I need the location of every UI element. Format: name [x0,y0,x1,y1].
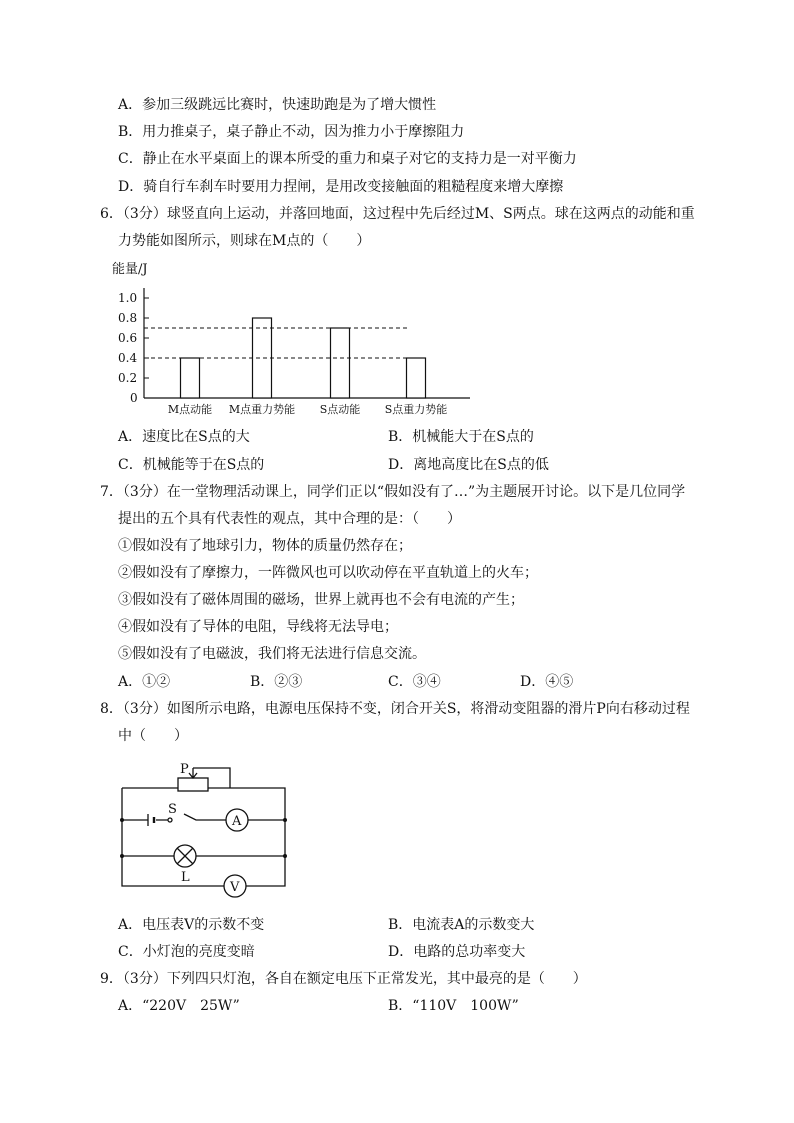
slider-label: P [180,762,189,777]
q8-option-d: D．电路的总功率变大 [388,944,526,960]
q7-stem-line2: 提出的五个具有代表性的观点，其中合理的是：（ ） [118,511,461,527]
q7-option-d: D．④⑤ [520,674,574,690]
bar [253,318,272,398]
bar [407,358,426,398]
y-tick-label: 1.0 [118,291,138,305]
y-tick-label: 0.8 [118,311,138,325]
junction-dot [283,818,287,822]
y-tick-label: 0.6 [118,331,138,345]
q7-statement-1: ①假如没有了地球引力，物体的质量仍然存在； [118,538,412,554]
junction-dot [283,854,287,858]
bar [181,358,200,398]
q7-statement-5: ⑤假如没有了电磁波，我们将无法进行信息交流。 [118,646,426,662]
q7-stem-line1: 7．（3分）在一堂物理活动课上，同学们正以“假如没有了…”为主题展开讨论。以下是几位同学 [100,484,686,500]
x-category-label: S点重力势能 [384,403,448,416]
q7-statement-2: ②假如没有了摩擦力，一阵微风也可以吹动停在平直轨道上的火车； [118,565,538,581]
energy-bar-chart [110,258,480,420]
switch-label: S [168,802,177,817]
q6-option-d: D．离地高度比在S点的低 [388,457,549,473]
q9-stem: 9．（3分）下列四只灯泡，各自在额定电压下正常发光，其中最亮的是（ ） [100,971,587,987]
origin-label: 0 [130,391,138,405]
circuit-outer-wires [122,788,285,886]
x-category-label: S点动能 [319,403,361,416]
q5-option-c: C．静止在水平桌面上的课本所受的重力和桌子对它的支持力是一对平衡力 [118,151,577,167]
q5-option-a: A．参加三级跳远比赛时，快速助跑是为了增大惯性 [118,97,437,113]
q5-option-d: D．骑自行车刹车时要用力捏闸，是用改变接触面的粗糙程度来增大摩擦 [118,179,564,195]
q8-stem-line1: 8．（3分）如图所示电路，电源电压保持不变，闭合开关S，将滑动变阻器的滑片P向右移动过程 [100,701,690,717]
q6-option-c: C．机械能等于在S点的 [118,457,265,473]
q8-option-c: C．小灯泡的亮度变暗 [118,944,255,960]
q7-option-a: A．①② [118,674,171,690]
q7-option-c: C．③④ [388,674,441,690]
ammeter-label: A [232,814,242,829]
q9-option-a: A．“220V 25W” [118,998,240,1014]
y-axis-label: 能量/J [112,262,148,277]
y-tick-label: 0.2 [118,371,138,385]
q6-option-b: B．机械能大于在S点的 [388,429,534,445]
q6-stem-line1: 6．（3分）球竖直向上运动，并落回地面，这过程中先后经过M、S两点。球在这两点的动能和重 [100,206,695,222]
q7-statement-4: ④假如没有了导体的电阻，导线将无法导电； [118,619,398,635]
q8-option-a: A．电压表V的示数不变 [118,917,265,933]
x-category-label: M点动能 [167,403,213,416]
y-tick-label: 0.4 [118,351,138,365]
q7-option-b: B．②③ [250,674,303,690]
q6-option-a: A．速度比在S点的大 [118,429,250,445]
q8-option-b: B．电流表A的示数变大 [388,917,535,933]
bar [331,328,350,398]
q8-stem-line2: 中（ ） [118,728,188,744]
voltmeter-label: V [230,880,240,895]
q7-statement-3: ③假如没有了磁体周围的磁场，世界上就再也不会有电流的产生； [118,592,524,608]
circuit-diagram [110,758,300,898]
rheostat [178,778,208,791]
switch-pivot [168,818,172,822]
q5-option-b: B．用力推桌子，桌子静止不动，因为推力小于摩擦阻力 [118,124,465,140]
branch-wires-1 [122,814,285,820]
q6-stem-line2: 力势能如图所示，则球在M点的（ ） [118,233,371,249]
lamp-label: L [181,870,190,885]
junction-dot [120,818,124,822]
junction-dot [120,854,124,858]
x-category-label: M点重力势能 [228,403,296,416]
q9-option-b: B．“110V 100W” [388,998,519,1014]
